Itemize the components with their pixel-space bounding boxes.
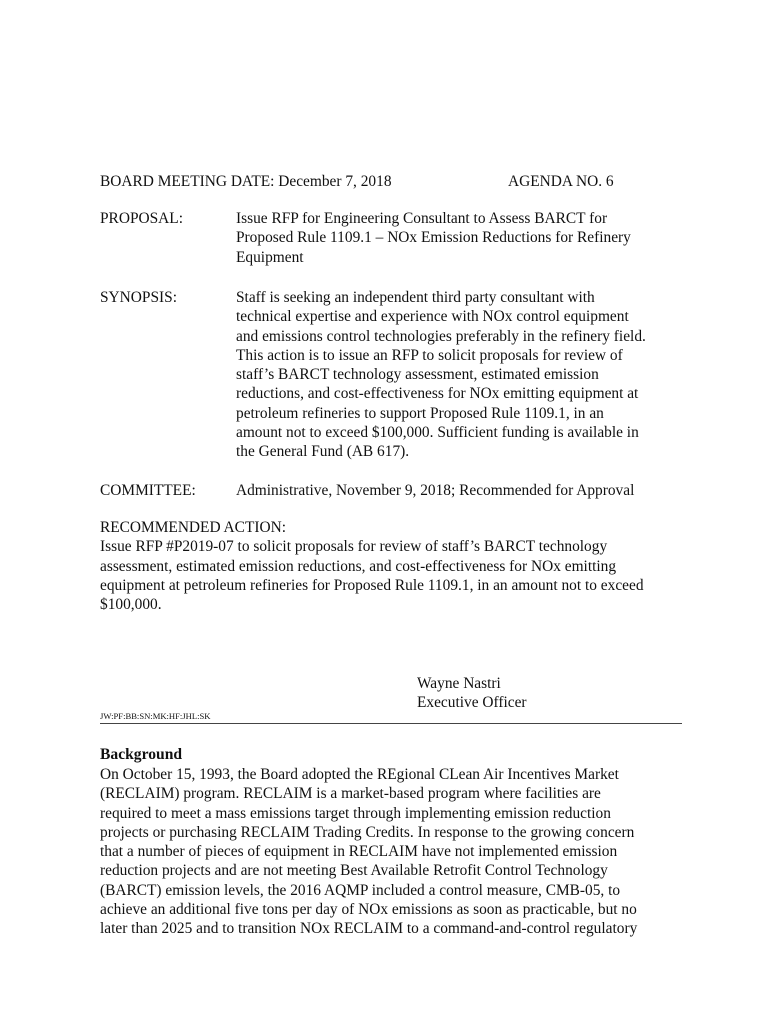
synopsis-line: and emissions control technologies preferably in the refinery field. xyxy=(236,327,646,345)
synopsis-line: Staff is seeking an independent third party consultant with xyxy=(236,289,595,306)
synopsis-line: This action is to issue an RFP to solicit proposals for review of xyxy=(236,346,623,364)
background-line: reduction projects and are not meeting Best Available Retrofit Control Technology xyxy=(100,862,608,880)
agenda-number: AGENDA NO. 6 xyxy=(508,173,614,190)
background-line: required to meet a mass emissions target through implementing emission reduction xyxy=(100,804,611,822)
synopsis-line: technical expertise and experience with NOx control equipment xyxy=(236,308,629,326)
divider-rule xyxy=(100,723,682,724)
signatory-name: Wayne Nastri xyxy=(417,675,501,692)
background-line: achieve an additional five tons per day of NOx emissions as soon as practicable, but no xyxy=(100,901,637,919)
synopsis-line: petroleum refineries to support Proposed Rule 1109.1, in an xyxy=(236,404,604,422)
committee-text: Administrative, November 9, 2018; Recommended for Approval xyxy=(236,482,635,499)
synopsis-line: the General Fund (AB 617). xyxy=(236,443,410,461)
synopsis-line: amount not to exceed $100,000. Sufficient funding is available in xyxy=(236,424,639,442)
proposal-line: Proposed Rule 1109.1 – NOx Emission Reductions for Refinery xyxy=(236,229,631,247)
staff-initials: JW:PF:BB:SN:MK:HF:JHL:SK xyxy=(100,711,211,721)
proposal-line: Issue RFP for Engineering Consultant to Assess BARCT for xyxy=(236,210,608,227)
background-line: On October 15, 1993, the Board adopted the REgional CLean Air Incentives Market xyxy=(100,766,619,783)
recommended-action-line: equipment at petroleum refineries for Proposed Rule 1109.1, in an amount not to exceed xyxy=(100,576,644,594)
board-meeting-date: BOARD MEETING DATE: December 7, 2018 xyxy=(100,173,392,190)
committee-label: COMMITTEE: xyxy=(100,482,196,499)
signature-block xyxy=(417,674,527,713)
recommended-action-line: $100,000. xyxy=(100,596,162,614)
synopsis-line: reductions, and cost-effectiveness for NOx emitting equipment at xyxy=(236,385,639,403)
recommended-action-heading: RECOMMENDED ACTION: xyxy=(100,519,286,536)
synopsis-label: SYNOPSIS: xyxy=(100,289,177,306)
background-line: that a number of pieces of equipment in RECLAIM have not implemented emission xyxy=(100,843,618,861)
signatory-title: Executive Officer xyxy=(417,694,527,712)
background-heading: Background xyxy=(100,746,183,763)
synopsis-text xyxy=(236,288,676,462)
background-line: projects or purchasing RECLAIM Trading Credits. In response to the growing concern xyxy=(100,823,635,841)
background-line: (RECLAIM) program. RECLAIM is a market-based program where facilities are xyxy=(100,785,601,803)
background-body xyxy=(100,765,690,939)
proposal-text xyxy=(236,209,676,267)
recommended-action-line: Issue RFP #P2019-07 to solicit proposals for review of staff’s BARCT technology xyxy=(100,538,608,556)
proposal-line: Equipment xyxy=(236,248,304,266)
background-line: later than 2025 and to transition NOx RECLAIM to a command-and-control regulatory xyxy=(100,920,638,938)
recommended-action-line: assessment, estimated emission reductions, and cost-effectiveness for NOx emitting xyxy=(100,557,617,575)
background-line: (BARCT) emission levels, the 2016 AQMP included a control measure, CMB-05, to xyxy=(100,881,621,899)
synopsis-line: staff’s BARCT technology assessment, estimated emission xyxy=(236,366,599,384)
proposal-label: PROPOSAL: xyxy=(100,210,183,227)
recommended-action xyxy=(100,518,690,614)
